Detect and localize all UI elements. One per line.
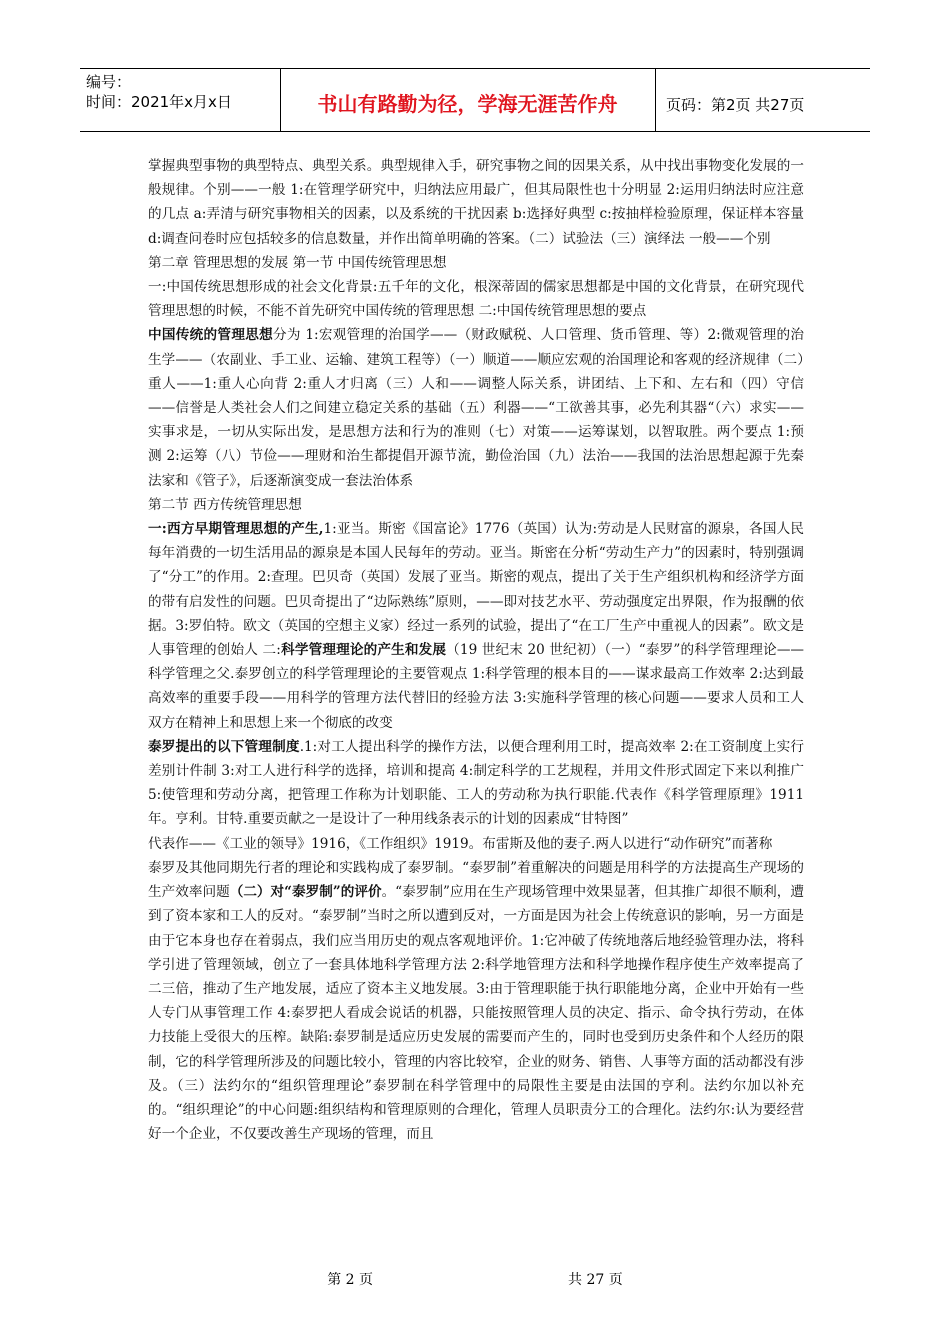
body-paragraph [148, 493, 804, 517]
text-run: 第二章 管理思想的发展 第一节 中国传统管理思想 [148, 254, 447, 271]
text-run: 第二节 西方传统管理思想 [148, 496, 302, 513]
text-run: 代表作——《工业的领导》1916，《工作组织》1919。布雷斯及他的妻子.两人以进行“动作研究”而著称 [148, 835, 773, 852]
body-paragraph [148, 323, 804, 492]
serial-label: 编号： [86, 73, 132, 91]
header-page-info: 页码：第2页 共27页 [666, 96, 805, 114]
text-run: 一:中国传统思想形成的社会文化背景:五千年的文化，根深蒂固的儒家思想都是中国的文化背景，在研究现代管理思想的时候，不能不首先研究中国传统的管理思想 二:中国传统管理思想的要点 [148, 279, 804, 320]
footer-total-pages: 共 27 页 [568, 1272, 623, 1288]
bold-text-run: 泰罗提出的以下管理制度 [148, 738, 300, 755]
body-paragraph [148, 251, 804, 275]
bold-text-run: 一:西方早期管理思想的产生, [148, 521, 324, 538]
body-paragraph [148, 275, 804, 323]
page-header [80, 68, 870, 132]
text-run: 1:亚当。斯密《国富论》1776（英国）认为:劳动是人民财富的源泉，各国人民每年消费的一切生活用品的源泉是本国人民每年的劳动。亚当。斯密在分析“劳动生产力”的因素时，特别强调了“分工”的作用。2:查理。巴贝奇（英国）发展了亚当。斯密的观点，提出了关于生产组织机构和经济学方面的带有启发性的问题。巴贝奇提出了“边际熟练”原则，——即对技艺水平、劳动强度定出界限，作为报酬的依据。3:罗伯特。欧文（英国的空想主义家）经过一系列的试验，提出了“在工厂生产中重视人的因素”。欧文是人事管理的创始人 二: [148, 521, 805, 659]
bold-text-run: （二）对“泰罗制”的评价 [229, 884, 382, 901]
body-paragraph [148, 735, 804, 832]
footer-page-number: 第 2 页 [327, 1272, 374, 1288]
header-motto: 书山有路勤为径，学海无涯苦作舟 [317, 92, 618, 116]
body-paragraph [148, 832, 804, 856]
header-bottom-rule [80, 131, 870, 132]
header-meta [86, 72, 232, 112]
header-top-rule [80, 68, 870, 69]
time-label: 时间：2021年x月x日 [86, 93, 232, 111]
document-body [148, 154, 804, 1146]
body-paragraph [148, 517, 804, 735]
page-footer [0, 1269, 950, 1289]
text-run: （19 世纪末 20 世纪初）（一）“泰罗”的科学管理理论——科学管理之父.泰罗创立的科学管理理论的主要管观点 1:科学管理的根本目的——谋求最高工作效率 2:达到最高效率的重要手段——用科学的管理方法代替旧的经验方法 3:实施科学管理的核心问题——要求人员和工人双方在精神上和思想上来一个彻底的改变 [148, 642, 805, 731]
text-run: 分为 1:宏观管理的治国学——（财政赋税、人口管理、货币管理、等）2:微观管理的治生学——（农副业、手工业、运输、建筑工程等）（一）顺道——顺应宏观的治国理论和客观的经济规律（二）重人——1:重人心向背 2:重人才归离（三）人和——调整人际关系，讲团结、上下和、左右和（四）守信——信誉是人类社会人们之间建立稳定关系的基础（五）利器——“工欲善其事，必先利其器“（六）求实——实事求是，一切从实际出发，是思想方法和行为的准则（七）对策——运筹谋划，以智取胜。两个要点 1:预测 2:运筹（八）节俭——理财和治生都提倡开源节流，勤俭治国（九）法治——我国的法治思想起源于先秦法家和《管子》，后逐渐演变成一套法治体系 [148, 327, 804, 489]
header-divider [655, 68, 656, 132]
bold-text-run: 中国传统的管理思想 [148, 327, 273, 344]
text-run: 掌握典型事物的典型特点、典型关系。典型规律入手，研究事物之间的因果关系，从中找出事物变化发展的一般规律。个别——一般 1:在管理学研究中，归纳法应用最广，但其局限性也十分明显 2:运用归纳法时应注意的几点 a:弄清与研究事物相关的因素，以及系统的干扰因素 b:选择好典型 c:按抽样检验原理，保证样本容量 d:调查问卷时应包括较多的信息数量，并作出简单明确的答案。（二）试验法（三）演绎法 一般——个别 [148, 158, 804, 247]
text-run: 泰罗及其他同期先行者的理论和实践构成了泰罗制。“泰罗制”着重解决的问题是用科学的方法提高生产现场的生产效率问题 [148, 859, 804, 901]
bold-text-run: 科学管理理论的产生和发展 [280, 642, 447, 659]
body-paragraph [148, 154, 804, 251]
text-run: 。“泰罗制”应用在生产现场管理中效果显著，但其推广却很不顺利，遭到了资本家和工人的反对。“泰罗制”当时之所以遭到反对，一方面是因为社会上传统意识的影响，另一方面是由于它本身也存在着弱点，我们应当用历史的观点客观地评价。1:它冲破了传统地落后地经验管理办法，将科学引进了管理领域，创立了一套具体地科学管理方法 2:科学地管理方法和科学地操作程序使生产效率提高了二三倍，推动了生产地发展，适应了资本主义地发展。3:由于管理职能于执行职能地分离，企业中开始有一些人专门从事管理工作 4:泰罗把人看成会说话的机器，只能按照管理人员的决定、指示、命令执行劳动，在体力技能上受很大的压榨。缺陷:泰罗制是适应历史发展的需要而产生的，同时也受到历史条件和个人经历的限制，它的科学管理所涉及的问题比较小，管理的内容比较窄，企业的财务、销售、人事等方面的活动都没有涉及。（三）法约尔的“组织管理理论”泰罗制在科学管理中的局限性主要是由法国的亨利。法约尔加以补充的。“组织理论”的中心问题:组织结构和管理原则的合理化，管理人员职责分工的合理化。法约尔:认为要经营好一个企业，不仅要改善生产现场的管理，而且 [148, 884, 804, 1143]
body-paragraph [148, 856, 804, 1146]
text-run: .1:对工人提出科学的操作方法，以便合理利用工时，提高效率 2:在工资制度上实行差别计件制 3:对工人进行科学的选择，培训和提高 4:制定科学的工艺规程，并用文件形式固定下来以利推广 5:使管理和劳动分离，把管理工作称为计划职能、工人的劳动称为执行职能.代表作《科学管理原理》1911 年。亨利。甘特.重要贡献之一是设计了一种用线条表示的计划的因素成“甘特图” [148, 738, 804, 828]
